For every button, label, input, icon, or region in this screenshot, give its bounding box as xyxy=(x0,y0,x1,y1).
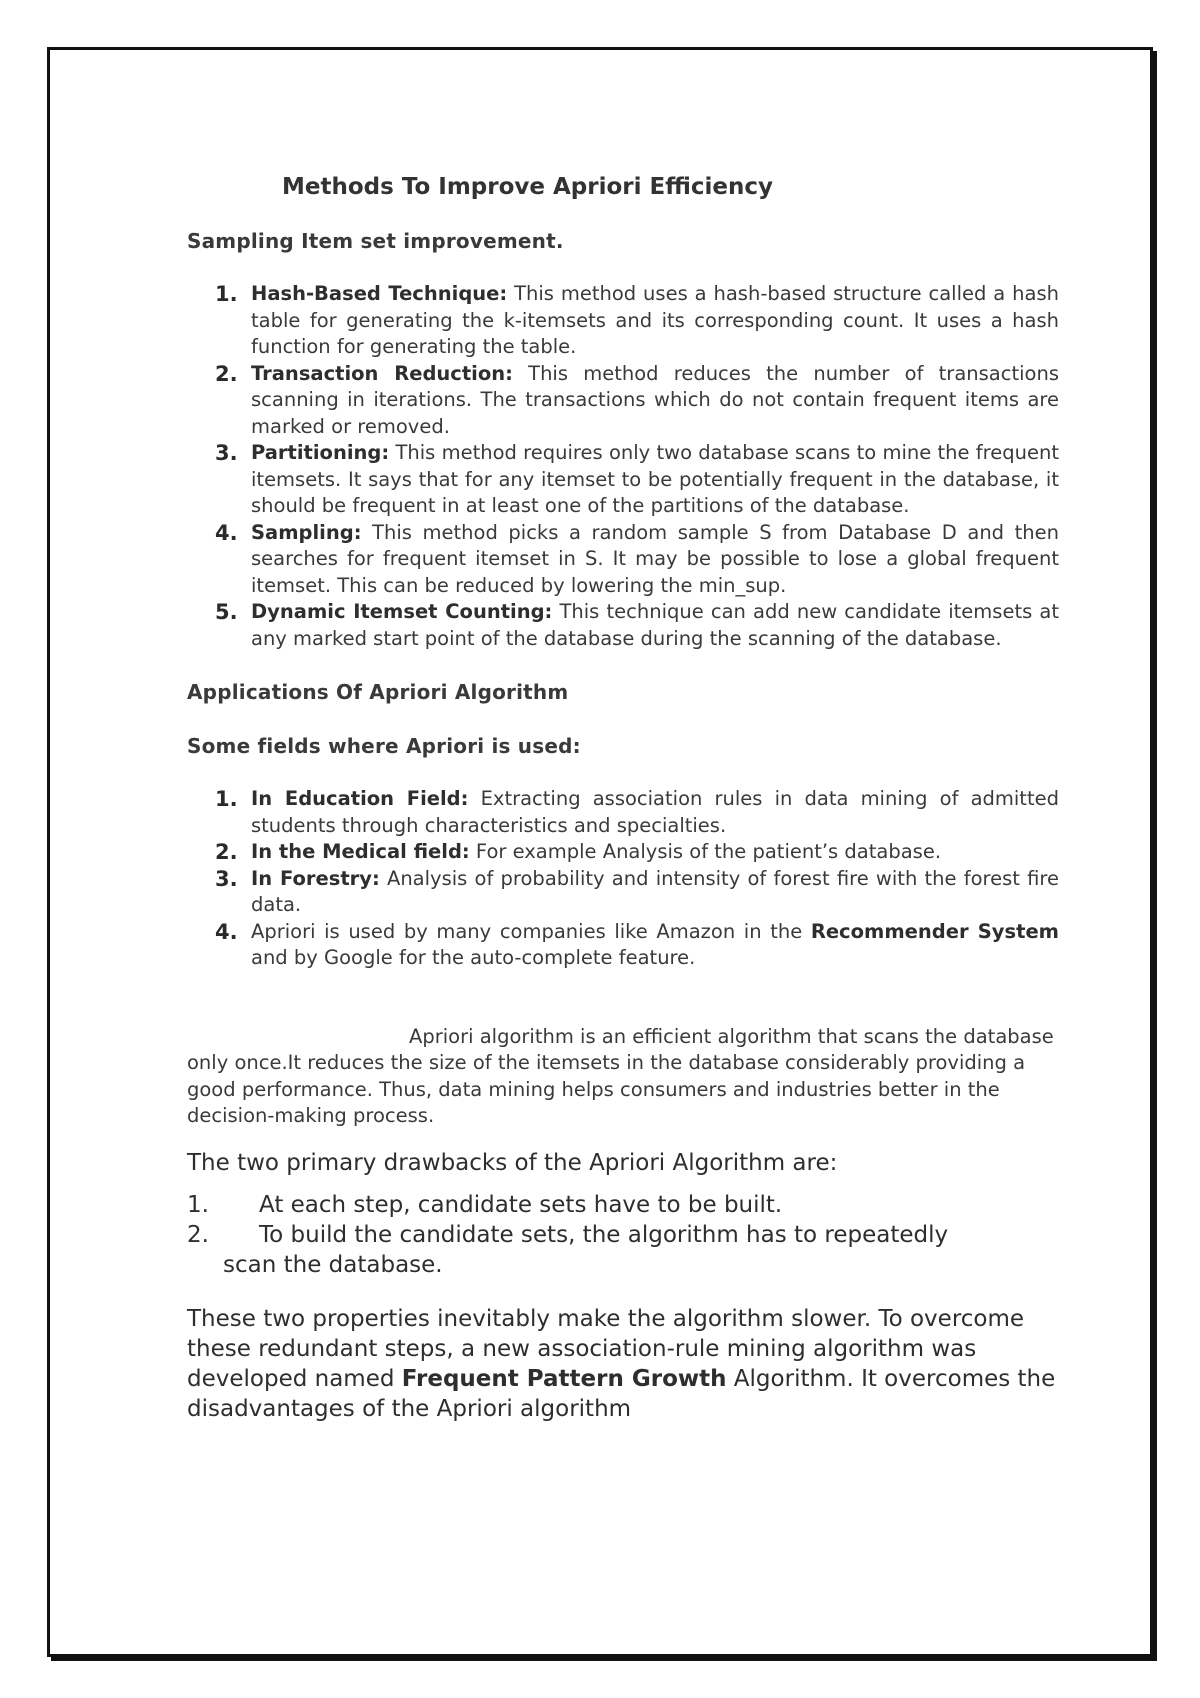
list-number: 5. xyxy=(215,600,238,624)
list-number: 1. xyxy=(215,787,238,811)
sampling-heading: Sampling Item set improvement. xyxy=(187,229,564,253)
list-number: 3. xyxy=(215,866,238,891)
drawbacks-list xyxy=(187,1190,1059,1280)
document-title: Methods To Improve Apriori Efficiency xyxy=(282,174,773,200)
method-text: This method picks a random sample S from Database D and then searches for frequent itemset in S. It may be possible to lose a global frequent itemset. This can be reduced by lowering the min_sup. xyxy=(251,520,1059,597)
list-number: 2. xyxy=(187,1221,209,1248)
drawback-text: At each step, candidate sets have to be built. xyxy=(259,1191,783,1218)
list-number: 4. xyxy=(215,919,238,944)
method-term: Dynamic Itemset Counting: xyxy=(251,600,553,623)
method-term: Hash-Based Technique: xyxy=(251,282,508,305)
method-text: This method requires only two database scans to mine the frequent itemsets. It says that for any itemset to be potentially frequent in the database, it should be frequent in at least one of the partitions of the database. xyxy=(251,441,1059,517)
application-text: and by Google for the auto-complete feature. xyxy=(251,946,696,969)
application-text: Extracting association rules in data mining of admitted students through characteristics and specialties. xyxy=(251,787,1059,837)
list-number: 2. xyxy=(215,361,238,386)
conclusion-text: Algorithm. It overcomes the disadvantages of the Apriori algorithm xyxy=(187,1365,1056,1422)
method-term: Partitioning: xyxy=(251,441,390,464)
fp-growth-term: Frequent Pattern Growth xyxy=(401,1365,727,1392)
drawback-continuation: scan the database. xyxy=(223,1251,443,1278)
list-item xyxy=(187,361,1059,441)
application-term: In the Medical field: xyxy=(251,840,470,863)
method-text: This technique can add new candidate itemsets at any marked start point of the database during the scanning of the database. xyxy=(251,600,1059,650)
application-text: Apriori is used by many companies like Amazon in the xyxy=(251,919,811,943)
list-number: 3. xyxy=(215,441,238,465)
drawback-text: To build the candidate sets, the algorithm has to repeatedly xyxy=(259,1221,949,1248)
list-number: 1. xyxy=(187,1191,209,1218)
list-item xyxy=(187,599,1059,652)
conclusion-paragraph xyxy=(187,1304,1059,1424)
methods-list xyxy=(187,281,1059,652)
applications-heading: Applications Of Apriori Algorithm xyxy=(187,680,569,704)
list-item xyxy=(187,1220,1059,1280)
summary-paragraph: Apriori algorithm is an efficient algorithm that scans the database only once.It reduces the size of the itemsets in the database considerably providing a good performance. Thus, data mining helps consumers and industries better in the decision-making process. xyxy=(187,1024,1054,1127)
list-number: 4. xyxy=(215,520,238,545)
conclusion-text: These two properties inevitably make the algorithm slower. To overcome these redundant steps, a new association-rule mining algorithm was developed named xyxy=(187,1305,1025,1392)
list-number: 1. xyxy=(215,282,238,306)
list-item xyxy=(187,866,1059,919)
fields-heading: Some fields where Apriori is used: xyxy=(187,734,581,758)
application-term: In Education Field: xyxy=(251,787,469,810)
list-item xyxy=(187,839,1059,866)
method-term: Transaction Reduction: xyxy=(251,361,513,385)
applications-list xyxy=(187,786,1059,972)
document-body xyxy=(187,172,1059,1424)
method-term: Sampling: xyxy=(251,520,362,544)
list-number: 2. xyxy=(215,840,238,864)
drawbacks-heading: The two primary drawbacks of the Apriori Algorithm are: xyxy=(187,1149,838,1176)
list-item xyxy=(187,1190,1059,1220)
list-item xyxy=(187,520,1059,600)
list-item xyxy=(187,281,1059,361)
list-item xyxy=(187,440,1059,520)
application-text: Analysis of probability and intensity of forest fire with the forest fire data. xyxy=(251,866,1059,916)
list-item xyxy=(187,786,1059,839)
recommender-system-term: Recommender System xyxy=(810,919,1059,943)
application-text: For example Analysis of the patient’s database. xyxy=(469,840,942,863)
method-text: This method reduces the number of transactions scanning in iterations. The transactions which do not contain frequent items are marked or removed. xyxy=(251,361,1059,438)
list-item xyxy=(187,919,1059,972)
method-text: This method uses a hash-based structure called a hash table for generating the k-itemsets and its corresponding count. It uses a hash function for generating the table. xyxy=(251,282,1059,358)
application-term: In Forestry: xyxy=(251,866,380,890)
